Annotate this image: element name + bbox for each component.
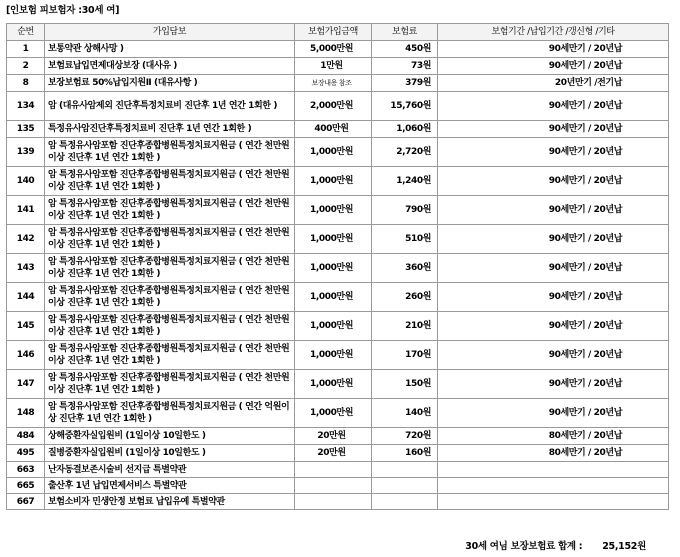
cell-coverage: 암 (대유사암제외 진단후특정치료비 진단후 1년 연간 1회한 )	[45, 92, 295, 121]
cell-premium: 140원	[372, 399, 438, 428]
cell-coverage: 암 특정유사암포함 진단후종합병원특정치료지원금 ( 연간 천만원이상 진단후 1년 연간 1회한 )	[45, 196, 295, 225]
cell-coverage: 암 특정유사암포함 진단후종합병원특정치료지원금 ( 연간 천만원이상 진단후 1년 연간 1회한 )	[45, 341, 295, 370]
cell-period: 90세만기 / 20년납	[438, 41, 669, 58]
cell-no: 2	[7, 58, 45, 75]
cell-period: 90세만기 / 20년납	[438, 283, 669, 312]
table-row	[7, 167, 669, 196]
cell-period: 90세만기 / 20년납	[438, 58, 669, 75]
cell-coverage: 보험소비자 민생안정 보험료 납입유예 특별약관	[45, 494, 295, 510]
cell-premium: 15,760원	[372, 92, 438, 121]
cell-period: 90세만기 / 20년납	[438, 138, 669, 167]
cell-coverage: 암 특정유사암포함 진단후종합병원특정치료지원금 ( 연간 천만원이상 진단후 1년 연간 1회한 )	[45, 138, 295, 167]
cell-coverage: 암 특정유사암포함 진단후종합병원특정치료지원금 ( 연간 천만원이상 진단후 1년 연간 1회한 )	[45, 167, 295, 196]
cell-premium: 210원	[372, 312, 438, 341]
cell-premium: 1,240원	[372, 167, 438, 196]
cell-no: 667	[7, 494, 45, 510]
cell-no: 134	[7, 92, 45, 121]
cell-premium: 450원	[372, 41, 438, 58]
cell-amount: 1,000만원	[295, 196, 372, 225]
cell-coverage: 상해중환자실입원비 (1일이상 10일한도 )	[45, 428, 295, 445]
header-period: 보험기간 /납입기간 /갱신형 /기타	[438, 24, 669, 41]
table-row	[7, 428, 669, 445]
cell-coverage: 특정유사암진단후특정치료비 진단후 1년 연간 1회한 )	[45, 121, 295, 138]
table-row	[7, 462, 669, 478]
cell-amount: 1,000만원	[295, 370, 372, 399]
cell-amount: 1,000만원	[295, 254, 372, 283]
cell-amount: 1,000만원	[295, 283, 372, 312]
cell-no: 144	[7, 283, 45, 312]
cell-period	[438, 478, 669, 494]
table-row	[7, 341, 669, 370]
cell-period	[438, 462, 669, 478]
cell-no: 145	[7, 312, 45, 341]
table-row	[7, 225, 669, 254]
cell-no: 1	[7, 41, 45, 58]
cell-premium: 170원	[372, 341, 438, 370]
header-coverage: 가입담보	[45, 24, 295, 41]
cell-no: 141	[7, 196, 45, 225]
table-row	[7, 58, 669, 75]
table-row	[7, 254, 669, 283]
cell-no: 148	[7, 399, 45, 428]
cell-amount: 400만원	[295, 121, 372, 138]
cell-coverage: 보통약관 상해사망 )	[45, 41, 295, 58]
table-body	[7, 41, 669, 510]
cell-premium: 360원	[372, 254, 438, 283]
header-amount: 보험가입금액	[295, 24, 372, 41]
cell-coverage: 암 특정유사암포함 진단후종합병원특정치료지원금 ( 연간 천만원이상 진단후 1년 연간 1회한 )	[45, 312, 295, 341]
cell-premium	[372, 494, 438, 510]
cell-premium: 790원	[372, 196, 438, 225]
cell-period: 20년만기 /전기납	[438, 75, 669, 92]
coverage-table	[6, 23, 669, 510]
cell-no: 484	[7, 428, 45, 445]
total-label: 30세 여님 보장보험료 합계 :	[465, 541, 583, 552]
cell-no: 663	[7, 462, 45, 478]
table-row	[7, 445, 669, 462]
cell-coverage: 보험료납입면제대상보장 (대사유 )	[45, 58, 295, 75]
table-row	[7, 92, 669, 121]
cell-period: 90세만기 / 20년납	[438, 370, 669, 399]
cell-no: 147	[7, 370, 45, 399]
cell-amount: 1,000만원	[295, 167, 372, 196]
cell-period: 90세만기 / 20년납	[438, 399, 669, 428]
cell-amount: 1,000만원	[295, 138, 372, 167]
cell-no: 140	[7, 167, 45, 196]
cell-premium: 379원	[372, 75, 438, 92]
cell-no: 146	[7, 341, 45, 370]
cell-no: 495	[7, 445, 45, 462]
cell-amount	[295, 494, 372, 510]
cell-amount: 1,000만원	[295, 399, 372, 428]
cell-coverage: 난자동결보존시술비 선지급 특별약관	[45, 462, 295, 478]
total-value: 25,152원	[602, 541, 646, 552]
cell-no: 139	[7, 138, 45, 167]
cell-premium: 160원	[372, 445, 438, 462]
cell-premium: 510원	[372, 225, 438, 254]
cell-amount: 1만원	[295, 58, 372, 75]
cell-no: 665	[7, 478, 45, 494]
cell-period: 90세만기 / 20년납	[438, 121, 669, 138]
table-caption: [인보험 피보험자 :30세 여]	[6, 5, 120, 16]
cell-coverage: 암 특정유사암포함 진단후종합병원특정치료지원금 ( 연간 천만원이상 진단후 1년 연간 1회한 )	[45, 283, 295, 312]
cell-premium: 150원	[372, 370, 438, 399]
cell-period: 90세만기 / 20년납	[438, 225, 669, 254]
cell-coverage: 암 특정유사암포함 진단후종합병원특정치료지원금 ( 연간 천만원이상 진단후 1년 연간 1회한 )	[45, 370, 295, 399]
cell-amount: 1,000만원	[295, 312, 372, 341]
cell-amount: 2,000만원	[295, 92, 372, 121]
table-row	[7, 121, 669, 138]
table-row	[7, 41, 669, 58]
cell-coverage: 암 특정유사암포함 진단후종합병원특정치료지원금 ( 연간 천만원이상 진단후 1년 연간 1회한 )	[45, 254, 295, 283]
premium-total	[465, 538, 646, 552]
cell-amount	[295, 462, 372, 478]
table-row	[7, 75, 669, 92]
cell-no: 142	[7, 225, 45, 254]
cell-amount: 20만원	[295, 428, 372, 445]
table-row	[7, 196, 669, 225]
cell-amount: 1,000만원	[295, 341, 372, 370]
cell-premium: 2,720원	[372, 138, 438, 167]
cell-amount: 5,000만원	[295, 41, 372, 58]
cell-period: 80세만기 / 20년납	[438, 428, 669, 445]
cell-premium: 1,060원	[372, 121, 438, 138]
cell-premium: 260원	[372, 283, 438, 312]
table-row	[7, 312, 669, 341]
cell-premium: 73원	[372, 58, 438, 75]
cell-coverage: 질병중환자실입원비 (1일이상 10일한도 )	[45, 445, 295, 462]
cell-no: 135	[7, 121, 45, 138]
cell-period: 90세만기 / 20년납	[438, 312, 669, 341]
cell-coverage: 보장보험료 50%납입지원Ⅱ (대유사항 )	[45, 75, 295, 92]
cell-amount: 1,000만원	[295, 225, 372, 254]
cell-period: 90세만기 / 20년납	[438, 92, 669, 121]
table-row	[7, 138, 669, 167]
cell-premium	[372, 462, 438, 478]
cell-coverage: 암 특정유사암포함 진단후종합병원특정치료지원금 ( 연간 천만원이상 진단후 1년 연간 1회한 )	[45, 225, 295, 254]
cell-amount	[295, 478, 372, 494]
cell-amount: 20만원	[295, 445, 372, 462]
cell-amount: 보장내용 참조	[295, 75, 372, 92]
table-row	[7, 283, 669, 312]
cell-coverage: 암 특정유사암포함 진단후종합병원특정치료지원금 ( 연간 억원이상 진단후 1년 연간 1회한 )	[45, 399, 295, 428]
cell-no: 8	[7, 75, 45, 92]
table-row	[7, 399, 669, 428]
table-row	[7, 370, 669, 399]
cell-period: 90세만기 / 20년납	[438, 167, 669, 196]
cell-period: 90세만기 / 20년납	[438, 254, 669, 283]
cell-no: 143	[7, 254, 45, 283]
header-no: 순번	[7, 24, 45, 41]
cell-premium: 720원	[372, 428, 438, 445]
cell-premium	[372, 478, 438, 494]
cell-coverage: 출산후 1년 납입면제서비스 특별약관	[45, 478, 295, 494]
cell-period	[438, 494, 669, 510]
cell-period: 90세만기 / 20년납	[438, 196, 669, 225]
table-header-row	[7, 24, 669, 41]
table-row	[7, 494, 669, 510]
cell-period: 90세만기 / 20년납	[438, 341, 669, 370]
header-premium: 보험료	[372, 24, 438, 41]
cell-period: 80세만기 / 20년납	[438, 445, 669, 462]
table-row	[7, 478, 669, 494]
